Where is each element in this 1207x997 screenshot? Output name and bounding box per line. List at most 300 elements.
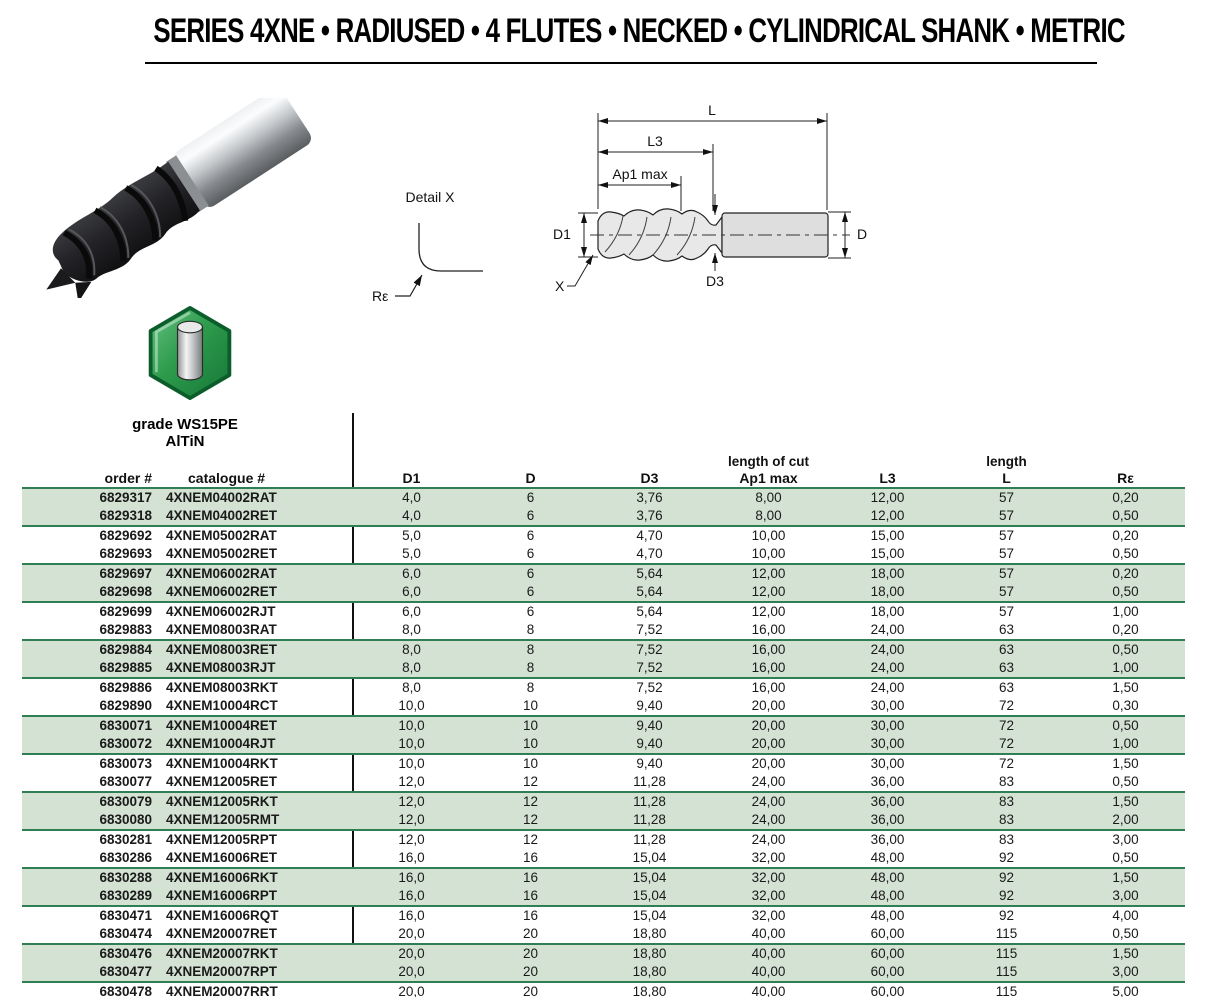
cell-d: 20	[522, 926, 539, 941]
cell-d: 12	[471, 830, 590, 849]
cell-d1: 12,0	[352, 792, 471, 811]
dim-D1-label: D1	[553, 226, 571, 242]
green-hexagon-cylinder-icon	[143, 305, 237, 401]
dim-X-label: X	[555, 278, 565, 294]
cell-order: 6830476	[22, 944, 152, 963]
cell-l: 92	[998, 850, 1015, 865]
cell-d1: 6,0	[352, 602, 471, 621]
cell-d: 12	[522, 812, 539, 827]
cell-d1: 20,0	[352, 944, 471, 963]
cell-l: 115	[995, 926, 1018, 941]
cell-l3: 60,00	[828, 982, 947, 997]
cell-ap1: 16,00	[709, 678, 828, 697]
cell-d3: 9,40	[636, 698, 663, 713]
cell-order: 6829697	[22, 564, 152, 583]
cell-d1: 16,0	[352, 906, 471, 925]
cell-d3: 18,80	[632, 926, 667, 941]
cell-d: 8	[526, 660, 535, 675]
cell-re: 1,50	[1066, 868, 1185, 887]
cell-catalogue: 4XNEM16006RQT	[152, 906, 352, 925]
table-row	[22, 583, 1185, 602]
cell-d: 8	[471, 678, 590, 697]
cell-d: 20	[471, 944, 590, 963]
cell-l: 57	[947, 564, 1066, 583]
col-l3: L3	[879, 470, 896, 486]
cell-l3: 12,00	[870, 508, 905, 523]
dim-D-label: D	[857, 226, 868, 242]
cell-catalogue: 4XNEM08003RAT	[166, 622, 277, 637]
cell-d1: 12,0	[398, 774, 425, 789]
cell-l3: 30,00	[828, 716, 947, 735]
cell-l3: 36,00	[870, 812, 905, 827]
cell-catalogue: 4XNEM20007RET	[166, 926, 278, 941]
cell-re: 3,00	[1112, 964, 1139, 979]
cell-l: 83	[998, 774, 1015, 789]
cell-catalogue: 4XNEM06002RJT	[152, 602, 352, 621]
cell-d: 8	[526, 622, 535, 637]
cell-d3: 15,04	[632, 888, 667, 903]
cell-order: 6829698	[99, 584, 152, 599]
cell-re: 0,50	[1112, 926, 1139, 941]
cell-ap1: 24,00	[751, 812, 786, 827]
col-group-length-of-cut: length of cut	[728, 454, 809, 469]
cell-d1: 10,0	[398, 736, 425, 751]
cell-re: 0,20	[1066, 488, 1185, 507]
cell-catalogue: 4XNEM20007RRT	[152, 982, 352, 997]
cylinder-glyph	[178, 327, 203, 380]
table-row	[22, 697, 1185, 716]
cell-d1: 4,0	[352, 488, 471, 507]
cell-catalogue: 4XNEM10004RET	[152, 716, 352, 735]
col-d: D	[525, 470, 536, 486]
table-row	[22, 887, 1185, 906]
cell-d: 6	[526, 584, 535, 599]
cell-l3: 24,00	[870, 622, 905, 637]
grade-coating: AlTiN	[165, 433, 205, 450]
cell-order: 6830286	[99, 850, 152, 865]
cell-re: 3,00	[1112, 888, 1139, 903]
cell-d1: 10,0	[352, 754, 471, 773]
cell-re: 0,50	[1112, 850, 1139, 865]
cell-l3: 18,00	[828, 564, 947, 583]
grade-name: grade WS15PE	[132, 416, 238, 433]
cell-d: 12	[471, 792, 590, 811]
cell-d3: 5,64	[590, 602, 709, 621]
cell-l3: 12,00	[828, 488, 947, 507]
cell-l3: 24,00	[870, 660, 905, 675]
cell-l3: 30,00	[870, 736, 905, 751]
cell-ap1: 8,00	[709, 488, 828, 507]
cell-catalogue: 4XNEM10004RCT	[166, 698, 278, 713]
table-row	[22, 716, 1185, 735]
cell-l3: 30,00	[870, 698, 905, 713]
table-row	[22, 602, 1185, 621]
cell-order: 6829318	[99, 508, 152, 523]
radius-label: Rε	[372, 288, 389, 304]
cell-catalogue: 4XNEM16006RKT	[152, 868, 352, 887]
dim-Ap1-label: Ap1 max	[612, 166, 668, 182]
cell-re: 1,50	[1066, 678, 1185, 697]
column-header-row	[22, 470, 1185, 488]
cell-re: 1,00	[1066, 602, 1185, 621]
table-row	[22, 830, 1185, 849]
cell-order: 6830477	[99, 964, 152, 979]
cell-ap1: 12,00	[709, 564, 828, 583]
col-ap1-max: Ap1 max	[739, 470, 798, 486]
cell-order: 6830478	[22, 982, 152, 997]
table-row	[22, 526, 1185, 545]
cell-order: 6829886	[22, 678, 152, 697]
cell-l3: 15,00	[828, 526, 947, 545]
cell-catalogue: 4XNEM20007RPT	[166, 964, 278, 979]
cell-re: 0,50	[1066, 716, 1185, 735]
table-row	[22, 906, 1185, 925]
cell-catalogue: 4XNEM16006RET	[166, 850, 278, 865]
cell-d1: 16,0	[398, 850, 425, 865]
cell-ap1: 40,00	[751, 964, 786, 979]
cell-l: 63	[998, 622, 1015, 637]
detail-x-title: Detail X	[405, 189, 455, 205]
cell-d3: 3,76	[590, 488, 709, 507]
cell-d: 6	[526, 508, 535, 523]
cell-re: 1,50	[1066, 944, 1185, 963]
cell-l: 92	[947, 868, 1066, 887]
cell-d3: 11,28	[633, 774, 666, 789]
cell-d3: 15,04	[590, 906, 709, 925]
cell-d1: 8,0	[402, 622, 421, 637]
cell-order: 6829885	[99, 660, 152, 675]
cell-re: 0,50	[1112, 546, 1139, 561]
cell-order: 6830080	[99, 812, 152, 827]
cell-l: 57	[947, 602, 1066, 621]
cell-d3: 18,80	[590, 982, 709, 997]
cell-order: 6830281	[22, 830, 152, 849]
table-row	[22, 792, 1185, 811]
cell-catalogue: 4XNEM04002RET	[166, 508, 278, 523]
cell-re: 1,50	[1066, 754, 1185, 773]
col-order: order #	[104, 470, 152, 486]
cell-l3: 24,00	[828, 678, 947, 697]
cell-re: 4,00	[1066, 906, 1185, 925]
cell-d: 8	[471, 640, 590, 659]
cell-d3: 15,04	[590, 868, 709, 887]
cell-l: 72	[947, 716, 1066, 735]
cell-re: 1,00	[1112, 660, 1139, 675]
cell-catalogue: 4XNEM12005RET	[166, 774, 278, 789]
cell-order: 6829883	[99, 622, 152, 637]
cell-l3: 48,00	[870, 888, 905, 903]
cell-l: 115	[947, 982, 1066, 997]
cell-ap1: 24,00	[751, 774, 786, 789]
cell-ap1: 32,00	[751, 888, 786, 903]
cell-d1: 6,0	[402, 584, 421, 599]
cell-catalogue: 4XNEM08003RKT	[152, 678, 352, 697]
cell-d: 16	[471, 868, 590, 887]
cell-d: 20	[471, 982, 590, 997]
table-row	[22, 735, 1185, 754]
cell-ap1: 16,00	[709, 640, 828, 659]
col-group-length: length	[986, 454, 1027, 469]
cell-d: 6	[471, 488, 590, 507]
cell-catalogue: 4XNEM12005RMT	[166, 812, 280, 827]
cell-re: 0,50	[1112, 584, 1139, 599]
cell-ap1: 40,00	[709, 944, 828, 963]
cell-order: 6830071	[22, 716, 152, 735]
detail-x-diagram	[360, 185, 500, 310]
cell-l3: 60,00	[870, 964, 905, 979]
cell-l3: 48,00	[828, 868, 947, 887]
table-row	[22, 640, 1185, 659]
grade-label	[90, 416, 280, 450]
catalog-table	[22, 454, 1185, 997]
title-underline	[145, 62, 1097, 64]
cell-ap1: 8,00	[755, 508, 782, 523]
col-l: L	[1002, 470, 1011, 486]
cell-catalogue: 4XNEM05002RAT	[152, 526, 352, 545]
cell-d3: 7,52	[590, 678, 709, 697]
cell-d: 12	[522, 774, 539, 789]
cell-l: 63	[998, 660, 1015, 675]
table-row	[22, 564, 1185, 583]
cell-l3: 18,00	[870, 584, 905, 599]
table-row	[22, 488, 1185, 507]
cell-d3: 11,28	[633, 812, 666, 827]
cell-catalogue: 4XNEM04002RAT	[152, 488, 352, 507]
table-row	[22, 944, 1185, 963]
cell-l: 57	[998, 584, 1015, 599]
cell-d1: 20,0	[398, 926, 425, 941]
cell-ap1: 32,00	[709, 868, 828, 887]
cell-d3: 18,80	[632, 964, 667, 979]
cell-l: 57	[947, 488, 1066, 507]
cell-ap1: 32,00	[709, 906, 828, 925]
cell-ap1: 16,00	[751, 622, 786, 637]
cell-d1: 6,0	[352, 564, 471, 583]
cell-order: 6830079	[22, 792, 152, 811]
cell-d1: 20,0	[398, 964, 425, 979]
cell-ap1: 12,00	[709, 602, 828, 621]
cell-d: 6	[526, 546, 535, 561]
cell-l: 83	[947, 792, 1066, 811]
table-row	[22, 868, 1185, 887]
cell-order: 6829693	[99, 546, 152, 561]
cell-d: 16	[522, 850, 539, 865]
col-catalogue: catalogue #	[188, 470, 266, 486]
cell-ap1: 20,00	[751, 736, 786, 751]
cell-re: 2,00	[1112, 812, 1139, 827]
cell-order: 6830471	[22, 906, 152, 925]
cell-catalogue: 4XNEM08003RET	[152, 640, 352, 659]
cell-d: 6	[471, 602, 590, 621]
cell-l3: 36,00	[870, 774, 905, 789]
table-row	[22, 773, 1185, 792]
cell-re: 0,50	[1066, 640, 1185, 659]
cell-l: 57	[998, 546, 1015, 561]
cell-catalogue: 4XNEM08003RJT	[166, 660, 276, 675]
table-row	[22, 811, 1185, 830]
cell-d3: 7,52	[636, 660, 663, 675]
cell-catalogue: 4XNEM10004RJT	[166, 736, 276, 751]
corner-radius-profile	[419, 223, 483, 271]
dim-D3-label: D3	[706, 273, 724, 289]
cell-d3: 11,28	[590, 830, 709, 849]
cell-l3: 60,00	[828, 944, 947, 963]
cell-ap1: 12,00	[751, 584, 786, 599]
cell-re: 3,00	[1066, 830, 1185, 849]
table-row	[22, 963, 1185, 982]
cell-ap1: 20,00	[751, 698, 786, 713]
cell-l3: 36,00	[828, 830, 947, 849]
table-row	[22, 849, 1185, 868]
page-title-wrap	[0, 12, 1207, 51]
cell-ap1: 24,00	[709, 792, 828, 811]
cell-d1: 12,0	[352, 830, 471, 849]
cell-d1: 16,0	[398, 888, 425, 903]
cell-order: 6830288	[22, 868, 152, 887]
table-row	[22, 754, 1185, 773]
cell-re: 0,30	[1112, 698, 1139, 713]
page-title: SERIES 4XNE • RADIUSED • 4 FLUTES • NECKED • CYLINDRICAL SHANK • METRIC	[153, 12, 1125, 50]
cell-ap1: 20,00	[709, 754, 828, 773]
group-header-row	[22, 454, 1185, 470]
cell-re: 0,20	[1066, 526, 1185, 545]
cell-d3: 9,40	[590, 716, 709, 735]
table-row	[22, 925, 1185, 944]
cell-catalogue: 4XNEM10004RKT	[152, 754, 352, 773]
cell-d1: 5,0	[352, 526, 471, 545]
cell-re: 5,00	[1066, 982, 1185, 997]
cell-catalogue: 4XNEM06002RAT	[152, 564, 352, 583]
cell-order: 6830289	[99, 888, 152, 903]
cell-d3: 9,40	[636, 736, 663, 751]
cell-l: 63	[947, 640, 1066, 659]
cell-l: 83	[947, 830, 1066, 849]
cell-ap1: 16,00	[751, 660, 786, 675]
cell-order: 6829692	[22, 526, 152, 545]
cell-d: 10	[522, 698, 539, 713]
cell-order: 6830072	[99, 736, 152, 751]
cell-ap1: 20,00	[709, 716, 828, 735]
cell-re: 1,50	[1066, 792, 1185, 811]
catalog-table-body	[22, 488, 1185, 997]
cell-ap1: 10,00	[709, 526, 828, 545]
cell-l3: 18,00	[828, 602, 947, 621]
cell-re: 0,50	[1112, 508, 1139, 523]
cell-d3: 4,70	[590, 526, 709, 545]
cell-d3: 9,40	[590, 754, 709, 773]
col-d1: D1	[402, 470, 421, 486]
cell-l: 115	[995, 964, 1018, 979]
cell-l: 57	[947, 526, 1066, 545]
cell-d1: 4,0	[402, 508, 421, 523]
cell-catalogue: 4XNEM05002RET	[166, 546, 278, 561]
dimension-diagram	[545, 95, 1105, 310]
cell-ap1: 32,00	[751, 850, 786, 865]
cell-l: 92	[947, 906, 1066, 925]
cell-d: 20	[522, 964, 539, 979]
cell-d1: 10,0	[398, 698, 425, 713]
cell-l: 57	[998, 508, 1015, 523]
cell-order: 6830474	[99, 926, 152, 941]
cell-d1: 5,0	[402, 546, 421, 561]
cell-ap1: 24,00	[709, 830, 828, 849]
col-d3: D3	[640, 470, 659, 486]
cell-l3: 30,00	[828, 754, 947, 773]
cell-catalogue: 4XNEM16006RPT	[166, 888, 278, 903]
cell-d3: 5,64	[636, 584, 663, 599]
cell-re: 1,00	[1112, 736, 1139, 751]
cell-d: 10	[471, 716, 590, 735]
cell-catalogue: 4XNEM20007RKT	[152, 944, 352, 963]
cell-l3: 48,00	[828, 906, 947, 925]
cell-d: 16	[522, 888, 539, 903]
cell-d3: 5,64	[590, 564, 709, 583]
cell-d: 6	[471, 564, 590, 583]
cell-order: 6830077	[99, 774, 152, 789]
cell-order: 6829699	[22, 602, 152, 621]
cell-re: 0,20	[1112, 622, 1139, 637]
cell-d1: 8,0	[352, 678, 471, 697]
cell-ap1: 10,00	[751, 546, 786, 561]
table-row	[22, 507, 1185, 526]
cell-l3: 48,00	[870, 850, 905, 865]
cell-l3: 60,00	[870, 926, 905, 941]
cell-ap1: 40,00	[709, 982, 828, 997]
cell-d3: 7,52	[636, 622, 663, 637]
table-row	[22, 545, 1185, 564]
cell-d3: 4,70	[636, 546, 663, 561]
cell-re: 0,20	[1066, 564, 1185, 583]
cell-d1: 12,0	[398, 812, 425, 827]
col-re: Rε	[1117, 470, 1134, 486]
cell-l3: 36,00	[828, 792, 947, 811]
end-mill-photo	[28, 98, 333, 298]
cell-l3: 24,00	[828, 640, 947, 659]
cell-d1: 8,0	[352, 640, 471, 659]
cell-d3: 18,80	[590, 944, 709, 963]
cell-catalogue: 4XNEM12005RPT	[152, 830, 352, 849]
cell-l: 115	[947, 944, 1066, 963]
cell-d: 10	[471, 754, 590, 773]
cell-l: 83	[998, 812, 1015, 827]
cell-order: 6829317	[22, 488, 152, 507]
table-row	[22, 659, 1185, 678]
cell-d1: 20,0	[352, 982, 471, 997]
cell-order: 6830073	[22, 754, 152, 773]
cell-d3: 15,04	[632, 850, 667, 865]
cell-d: 16	[471, 906, 590, 925]
cell-l: 72	[947, 754, 1066, 773]
cell-d1: 16,0	[352, 868, 471, 887]
cell-l: 92	[998, 888, 1015, 903]
cell-l: 72	[998, 698, 1015, 713]
cell-order: 6829890	[99, 698, 152, 713]
cell-d1: 10,0	[352, 716, 471, 735]
cell-order: 6829884	[22, 640, 152, 659]
cell-catalogue: 4XNEM12005RKT	[152, 792, 352, 811]
dim-L3-label: L3	[647, 133, 663, 149]
cell-ap1: 40,00	[751, 926, 786, 941]
dim-L-label: L	[708, 102, 716, 118]
table-row	[22, 621, 1185, 640]
table-row	[22, 678, 1185, 697]
cell-d3: 3,76	[636, 508, 663, 523]
cell-re: 0,50	[1112, 774, 1139, 789]
cell-d3: 11,28	[590, 792, 709, 811]
cell-catalogue: 4XNEM06002RET	[166, 584, 278, 599]
cell-d3: 7,52	[590, 640, 709, 659]
cell-l: 63	[947, 678, 1066, 697]
